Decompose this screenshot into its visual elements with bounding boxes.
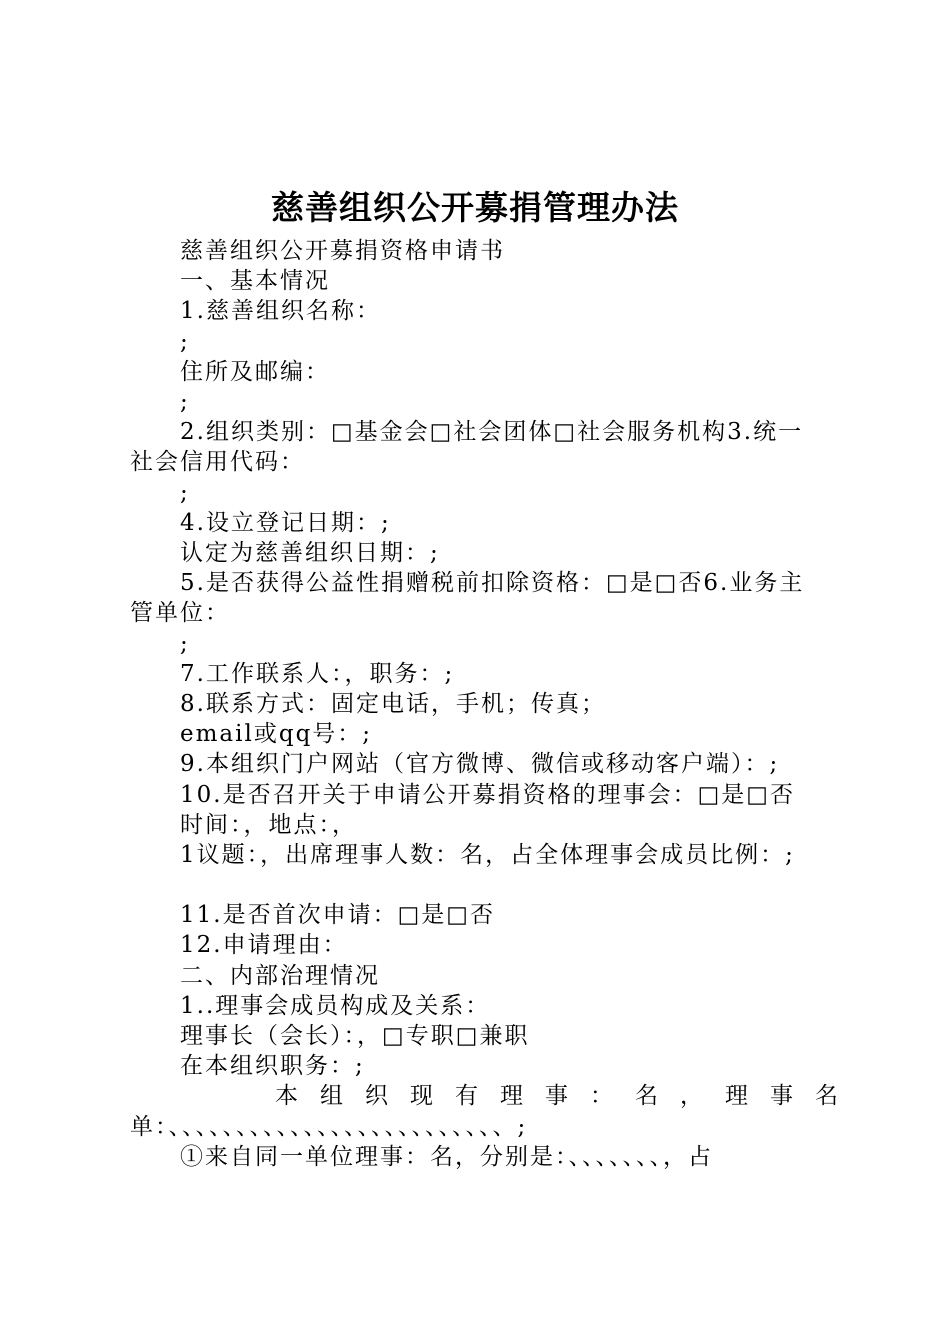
field-meeting-time: 时间：，地点：， bbox=[180, 811, 357, 838]
section-heading-basic: 一、基本情况 bbox=[180, 268, 330, 295]
justified-char: 现 bbox=[410, 1083, 435, 1110]
field-email: email或qq号：; bbox=[180, 721, 373, 748]
field-blank: ; bbox=[180, 479, 190, 506]
field-blank: ; bbox=[180, 630, 190, 657]
document-title: 慈善组织公开募捐管理办法 bbox=[271, 188, 679, 227]
field-org-type: 2.组织类别：□基金会□社会团体□社会服务机构3.统一 bbox=[180, 419, 804, 446]
field-first-application: 11.是否首次申请：□是□否 bbox=[180, 902, 496, 929]
field-chairman-position: 在本组织职务：; bbox=[180, 1053, 365, 1080]
field-recognition-date: 认定为慈善组织日期：; bbox=[180, 540, 440, 567]
justified-char: 有 bbox=[455, 1083, 480, 1110]
field-org-name: 1.慈善组织名称： bbox=[180, 298, 381, 325]
justified-char: ： bbox=[590, 1083, 615, 1110]
justified-char: 事 bbox=[770, 1083, 795, 1110]
field-tax-deduction: 5.是否获得公益性捐赠税前扣除资格：□是□否6.业务主 bbox=[180, 570, 805, 597]
justified-char: 事 bbox=[545, 1083, 570, 1110]
justified-char: 名 bbox=[635, 1083, 660, 1110]
spacer bbox=[130, 870, 840, 900]
field-directors-count bbox=[130, 1081, 840, 1111]
field-contact-person: 7.工作联系人：，职务：; bbox=[180, 660, 455, 687]
field-board-composition: 1..理事会成员构成及关系： bbox=[180, 992, 491, 1019]
justified-char: 织 bbox=[365, 1083, 390, 1110]
section-heading-governance: 二、内部治理情况 bbox=[180, 962, 380, 989]
field-blank: ; bbox=[180, 389, 190, 416]
application-heading: 慈善组织公开募捐资格申请书 bbox=[180, 238, 505, 264]
field-same-unit-directors: ①来自同一单位理事：名，分别是：、、、、、、、，占 bbox=[180, 1143, 713, 1170]
justified-char: 组 bbox=[320, 1083, 345, 1110]
field-contact-info: 8.联系方式：固定电话，手机；传真； bbox=[180, 691, 606, 718]
field-meeting-topic: 1议题：，出席理事人数：名，占全体理事会成员比例：; bbox=[180, 842, 795, 869]
justified-char: 本 bbox=[275, 1083, 300, 1110]
field-address: 住所及邮编： bbox=[180, 358, 330, 385]
justified-char: 理 bbox=[500, 1083, 525, 1110]
field-application-reason: 12.申请理由： bbox=[180, 932, 348, 959]
field-chairman: 理事长（会长）：，□专职□兼职 bbox=[180, 1023, 530, 1050]
justified-char: ， bbox=[680, 1083, 705, 1110]
field-directors-list: 单：、、、、、、、、、、、、、、、、、、、、、、、、、; bbox=[130, 1113, 528, 1140]
field-blank: ; bbox=[180, 328, 190, 355]
justified-char: 理 bbox=[725, 1083, 750, 1110]
field-board-meeting: 10.是否召开关于申请公开募捐资格的理事会：□是□否 bbox=[180, 781, 796, 808]
field-credit-code: 社会信用代码： bbox=[130, 449, 305, 476]
field-supervising-unit: 管单位： bbox=[130, 600, 230, 627]
field-website: 9.本组织门户网站（官方微博、微信或移动客户端）：; bbox=[180, 751, 780, 778]
document-body bbox=[130, 236, 840, 1172]
justified-char: 名 bbox=[815, 1083, 840, 1110]
field-registration-date: 4.设立登记日期：; bbox=[180, 509, 391, 536]
